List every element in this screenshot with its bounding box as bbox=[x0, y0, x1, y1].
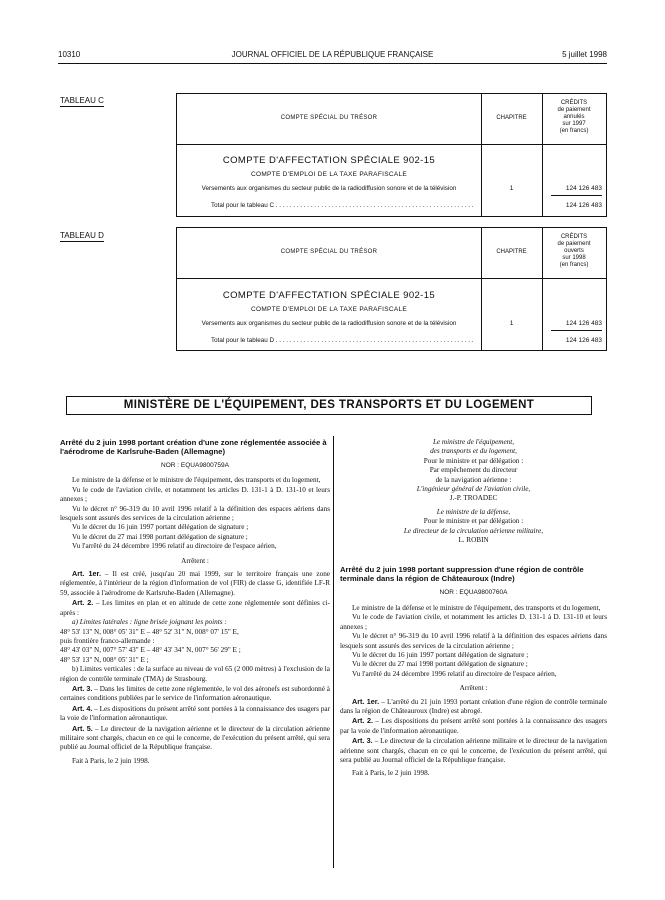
compte-emploi: COMPTE D'EMPLOI DE LA TAXE PARAFISCALE bbox=[250, 171, 408, 178]
header-chapitre: CHAPITRE bbox=[496, 115, 527, 121]
article-2: Art. 2. – Les limites en plan et en altitude de cette zone réglementée sont définies ci-après : bbox=[60, 598, 331, 617]
signature-line: Pour le ministre et par délégation : bbox=[423, 456, 524, 465]
signature-line: des transports et du logement, bbox=[430, 447, 517, 456]
paragraph: Le ministre de la défense et le ministre de l'équipement, des transports et du logement, bbox=[72, 476, 321, 485]
ministry-heading: MINISTÈRE DE L'ÉQUIPEMENT, DES TRANSPORTS ET DU LOGEMENT bbox=[66, 396, 592, 415]
article-2: Art. 2. – Les dispositions du présent arrêté sont portées à la connaissance des usagers par la voie de l'information aéronautique. bbox=[340, 716, 607, 735]
signature-line: Pour le ministre et par délégation : bbox=[423, 517, 524, 526]
paragraph: Vu le code de l'aviation civile, et notamment les articles D. 131-1 à D. 131-10 et leurs annexes ; bbox=[340, 613, 607, 631]
fait-a-paris: Fait à Paris, le 2 juin 1998. bbox=[72, 756, 150, 765]
total-label: Total pour le tableau C bbox=[211, 202, 275, 209]
article-label: Art. 3. bbox=[352, 736, 373, 746]
article-label: Art. 5. bbox=[72, 723, 93, 733]
montant-value: 124 126 483 bbox=[565, 320, 602, 327]
column-divider bbox=[333, 436, 334, 868]
arretent: Arrêtent : bbox=[181, 556, 209, 565]
header-credits: CRÉDITS de paiement ouverts sur 1998 (en francs) bbox=[557, 234, 591, 268]
arretent: Arrêtent : bbox=[459, 684, 488, 693]
paragraph: Vu le décret n° 96-319 du 10 avril 1996 relatif à la définition des espaces aériens dans lesquels sont assurés des services de la circulation aérienne ; bbox=[60, 504, 330, 523]
compte-title: COMPTE D'AFFECTATION SPÉCIALE 902-15 bbox=[222, 155, 436, 166]
coordinates: 48° 53' 13" N, 008° 05' 31" E – 48° 52' 31" N, 008° 07' 15" E, bbox=[60, 627, 239, 636]
paragraph: Vu le code de l'aviation civile, et notamment les articles D. 131-1 à D. 131-10 et leurs annexes ; bbox=[60, 485, 330, 504]
total-montant: 124 126 483 bbox=[565, 337, 602, 344]
signature-line: Par empêchement du directeur bbox=[429, 466, 518, 475]
header-rule bbox=[58, 63, 607, 64]
article-label: Art. 3. bbox=[72, 683, 93, 693]
paragraph: puis frontière franco-allemande : bbox=[60, 636, 155, 645]
signature-line: Le ministre de la défense, bbox=[436, 507, 511, 516]
paragraph: Vu le décret n° 96-319 du 10 avril 1996 relatif à la définition des espaces aériens dans lesquels sont assurés des services de la circulation aérienne ; bbox=[340, 632, 607, 650]
signature-line: L'ingénieur général de l'aviation civile, bbox=[416, 485, 531, 494]
page-header bbox=[58, 50, 607, 62]
article-3: Art. 3. – Le directeur de la circulation aérienne militaire et le directeur de la navigation aérienne sont chargés, chacun en ce qui le concerne, de l'exécution du présent arrêté, qui sera publié au Journal officiel de la République française. bbox=[340, 736, 607, 764]
page-number: 10310 bbox=[58, 50, 81, 59]
fait-a-paris: Fait à Paris, le 2 juin 1998. bbox=[352, 769, 430, 778]
header-compte: COMPTE SPÉCIAL DU TRÉSOR bbox=[280, 249, 378, 255]
header-compte: COMPTE SPÉCIAL DU TRÉSOR bbox=[280, 115, 378, 121]
paragraph: Vu le décret du 16 juin 1997 portant délégation de signature ; bbox=[352, 650, 529, 659]
nor-reference: NOR : EQUA9800760A bbox=[439, 589, 508, 597]
arrete-title: Arrêté du 2 juin 1998 portant suppression d'une région de contrôle terminale dans la région de Châteauroux (Indre) bbox=[340, 565, 584, 584]
signature-line: Le ministre de l'équipement, bbox=[432, 438, 515, 446]
left-column bbox=[60, 438, 330, 766]
article-4: Art. 4. – Les dispositions du présent arrêté sont portées à la connaissance des usagers par la voie de l'information aéronautique. bbox=[60, 703, 330, 723]
signatory-name: L. ROBIN bbox=[458, 536, 489, 545]
chapitre-value: 1 bbox=[509, 185, 514, 192]
versements-label: Versements aux organismes du secteur public de la radiodiffusion sonore et de la télévision bbox=[201, 320, 457, 327]
total-label: Total pour le tableau D bbox=[211, 337, 275, 344]
nor-reference: NOR : EQUA9800759A bbox=[161, 462, 229, 469]
paragraph: Le ministre de la défense et le ministre de l'équipement, des transports et du logement, bbox=[352, 603, 601, 612]
signature-line: Le directeur de la circulation aérienne militaire, bbox=[403, 526, 544, 535]
montant-value: 124 126 483 bbox=[565, 185, 602, 192]
total-row: Total pour le tableau C . . . . . . . . . . . . . . . . . . . . . . . . . . . . . . . . . . . . . . . . . . . . . . . . . . . . . . . . . bbox=[211, 202, 474, 209]
article-3: Art. 3. – Dans les limites de cette zone réglementée, le vol des aéronefs est subordonné à certaines conditions publiées par le service de l'information aéronautique. bbox=[60, 683, 330, 703]
article-label: Art. 2. bbox=[352, 716, 373, 726]
signature-line: de la navigation aérienne : bbox=[435, 475, 512, 484]
paragraph: b) Limites verticales : de la surface au niveau de vol 65 (2 000 mètres) à l'exclusion de la région de contrôle terminale (TMA) de Strasbourg. bbox=[60, 665, 330, 683]
article-label: Art. 1er. bbox=[352, 696, 380, 706]
paragraph: Vu le décret du 27 mai 1998 portant délégation de signature ; bbox=[72, 532, 248, 541]
article-5: Art. 5. – Le directeur de la navigation aérienne et le directeur de la circulation aérienne militaire sont chargés, chacun en ce qui le concerne, de l'exécution du présent arrêté, qui sera publié au Journal officiel de la République française. bbox=[60, 723, 330, 752]
arrete-title: Arrêté du 2 juin 1998 portant création d'une zone réglementée associée à l'aérodrome de Karlsruhe-Baden (Allemagne) bbox=[60, 438, 327, 456]
tableau-c-label: TABLEAU C bbox=[60, 96, 104, 105]
paragraph: Vu l'arrêté du 24 décembre 1996 relatif au directoire de l'espace aérien, bbox=[72, 542, 277, 551]
paragraph: Vu le décret du 16 juin 1997 portant délégation de signature ; bbox=[72, 523, 249, 532]
right-column bbox=[340, 438, 607, 779]
total-row: Total pour le tableau D . . . . . . . . . . . . . . . . . . . . . . . . . . . . . . . . . . . . . . . . . . . . . . . . . . . . . . . . . bbox=[211, 337, 474, 344]
tableau-c-table bbox=[176, 93, 607, 217]
total-montant: 124 126 483 bbox=[565, 202, 602, 209]
compte-emploi: COMPTE D'EMPLOI DE LA TAXE PARAFISCALE bbox=[250, 306, 408, 313]
article-label: Art. 1er. bbox=[72, 569, 101, 579]
versements-label: Versements aux organismes du secteur public de la radiodiffusion sonore et de la télévision bbox=[201, 185, 457, 192]
paragraph: Vu l'arrêté du 24 décembre 1996 relatif au directoire de l'espace aérien, bbox=[352, 669, 557, 678]
article-1: Art. 1er. – L'arrêté du 21 juin 1993 portant création d'une région de contrôle terminale dans la région de Châteauroux (Indre) est abrogé. bbox=[340, 696, 607, 715]
journal-title: JOURNAL OFFICIEL DE LA RÉPUBLIQUE FRANÇAISE bbox=[231, 50, 434, 59]
header-chapitre: CHAPITRE bbox=[496, 249, 527, 255]
header-credits: CRÉDITS de paiement annulés sur 1997 (en francs) bbox=[557, 100, 591, 134]
chapitre-value: 1 bbox=[509, 320, 514, 327]
tableau-d-label: TABLEAU D bbox=[60, 231, 104, 240]
article-label: Art. 4. bbox=[72, 703, 93, 713]
article-1: Art. 1er. – Il est créé, jusqu'au 20 mai 1999, sur le territoire français une zone réglementée, à l'intérieur de la région d'information de vol (FIR) de classe G, identifiée LF-R 59, associée à l'aérodrome de Karlsruhe-Baden (Allemagne). bbox=[60, 569, 330, 597]
tableau-d-table bbox=[176, 227, 607, 351]
coordinates: 48° 43' 03" N, 007° 57' 43" E – 48° 43' 34" N, 007° 56' 29" E ; bbox=[60, 646, 241, 655]
paragraph: Vu le décret du 27 mai 1998 portant délégation de signature ; bbox=[352, 660, 528, 669]
paragraph: a) Limites latérales : ligne brisée joignant les points : bbox=[72, 618, 227, 627]
compte-title: COMPTE D'AFFECTATION SPÉCIALE 902-15 bbox=[222, 290, 436, 301]
issue-date: 5 juillet 1998 bbox=[562, 50, 607, 59]
article-label: Art. 2. bbox=[72, 598, 94, 608]
signatory-name: J.-P. TROADEC bbox=[449, 494, 498, 503]
coordinates: 48° 53' 13" N, 008° 05' 31" E ; bbox=[60, 655, 149, 664]
